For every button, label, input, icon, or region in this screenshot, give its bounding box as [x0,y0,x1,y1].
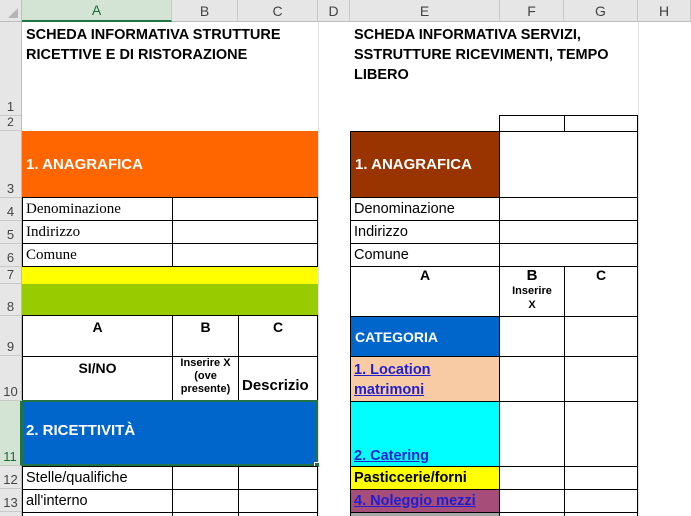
right-col-c-header[interactable]: C [564,266,638,317]
row-header-8[interactable]: 8 [0,284,22,316]
left-field-denominazione[interactable]: Denominazione [22,197,173,221]
gridline [638,22,639,516]
left-yellow-band[interactable] [22,267,318,284]
left-item-interno-c[interactable] [238,489,318,513]
right-next-row-c[interactable] [564,512,638,516]
left-form-title[interactable]: SCHEDA INFORMATIVA STRUTTURE RICETTIVE E DI RISTORAZIONE [22,22,318,116]
right-field-denominazione[interactable]: Denominazione [350,197,500,221]
right-field-comune[interactable]: Comune [350,243,500,267]
left-si-no-label[interactable]: SI/NO [22,356,173,402]
right-categoria-b[interactable] [499,316,565,357]
left-next-row-b[interactable] [172,512,239,516]
column-header-d[interactable]: D [318,0,350,22]
row-header-14[interactable] [0,512,22,516]
right-indirizzo-value[interactable] [499,220,638,244]
category-link-noleggio-mezzi[interactable]: 4. Noleggio mezzi [350,489,500,513]
selected-cell-outline [22,400,318,466]
left-descrizione-label[interactable]: Descrizio [238,356,318,402]
right-cat1-c[interactable] [564,356,638,402]
column-header-b[interactable]: B [172,0,238,22]
left-denominazione-value[interactable] [172,197,318,221]
column-header-h[interactable]: H [638,0,691,22]
row-header-5[interactable]: 5 [0,221,22,244]
right-cat1-b[interactable] [499,356,565,402]
select-all-icon [8,8,18,18]
right-row2-g[interactable] [564,115,638,132]
left-col-a-header[interactable]: A [22,315,173,357]
row-header-2[interactable]: 2 [0,116,22,131]
row-header-13[interactable]: 13 [0,489,22,512]
left-next-row[interactable] [22,512,173,516]
left-col-b-header[interactable]: B [172,315,239,357]
right-categoria-c[interactable] [564,316,638,357]
right-anagrafica-value[interactable] [499,131,638,198]
right-col-b-letter: B [526,267,538,284]
right-cat3-c[interactable] [564,466,638,490]
column-header-g[interactable]: G [564,0,638,22]
column-header-a[interactable]: A [22,0,172,22]
left-green-band[interactable] [22,284,318,316]
right-denominazione-value[interactable] [499,197,638,221]
left-item-interno[interactable]: all'interno [22,489,173,513]
right-categoria-header[interactable]: CATEGORIA [350,316,500,357]
category-link-catering[interactable]: 2. Catering [350,401,500,467]
category-pasticcerie[interactable]: Pasticcerie/forni [350,466,500,490]
row-header-6[interactable]: 6 [0,244,22,267]
right-inserire-label: Inserire X [512,285,552,311]
row-header-12[interactable]: 12 [0,466,22,489]
row-header-11[interactable]: 11 [0,401,22,466]
column-header-c[interactable]: C [238,0,318,22]
left-item-interno-b[interactable] [172,489,239,513]
left-anagrafica-header[interactable]: 1. ANAGRAFICA [22,131,318,198]
right-col-b-header[interactable] [499,266,565,317]
left-comune-value[interactable] [172,243,318,267]
row-header-4[interactable]: 4 [0,198,22,221]
right-next-row-b[interactable] [499,512,565,516]
gridline [318,22,319,516]
right-cat2-b[interactable] [499,401,565,467]
left-next-row-c[interactable] [238,512,318,516]
right-form-title[interactable]: SCHEDA INFORMATIVA SERVIZI, SSTRUTTURE RICEVIMENTI, TEMPO LIBERO [350,22,638,116]
right-next-row[interactable] [350,512,500,516]
select-all-corner[interactable] [0,0,22,22]
left-indirizzo-value[interactable] [172,220,318,244]
right-field-indirizzo[interactable]: Indirizzo [350,220,500,244]
right-anagrafica-header[interactable]: 1. ANAGRAFICA [350,131,500,198]
row-header-3[interactable]: 3 [0,131,22,198]
left-ricettivita-header[interactable]: 2. RICETTIVITÀ [22,401,318,466]
right-cat2-c[interactable] [564,401,638,467]
category-link-location-matrimoni[interactable]: 1. Location matrimoni [350,356,500,402]
left-field-comune[interactable]: Comune [22,243,173,267]
right-cat3-b[interactable] [499,466,565,490]
right-comune-value[interactable] [499,243,638,267]
right-row2-f[interactable] [499,115,565,132]
right-cat4-c[interactable] [564,489,638,513]
row-header-7[interactable]: 7 [0,267,22,284]
column-header-f[interactable]: F [500,0,564,22]
left-field-indirizzo[interactable]: Indirizzo [22,220,173,244]
row-header-1[interactable]: 1 [0,22,22,116]
left-item-stelle-c[interactable] [238,466,318,490]
row-header-10[interactable]: 10 [0,356,22,401]
left-item-stelle[interactable]: Stelle/qualifiche [22,466,173,490]
column-header-e[interactable]: E [350,0,500,22]
left-item-stelle-b[interactable] [172,466,239,490]
row-header-9[interactable]: 9 [0,316,22,356]
left-inserire-label[interactable]: Inserire X (ove presente) [172,356,239,402]
right-col-a-header[interactable]: A [350,266,500,317]
left-col-c-header[interactable]: C [238,315,318,357]
right-cat4-b[interactable] [499,489,565,513]
